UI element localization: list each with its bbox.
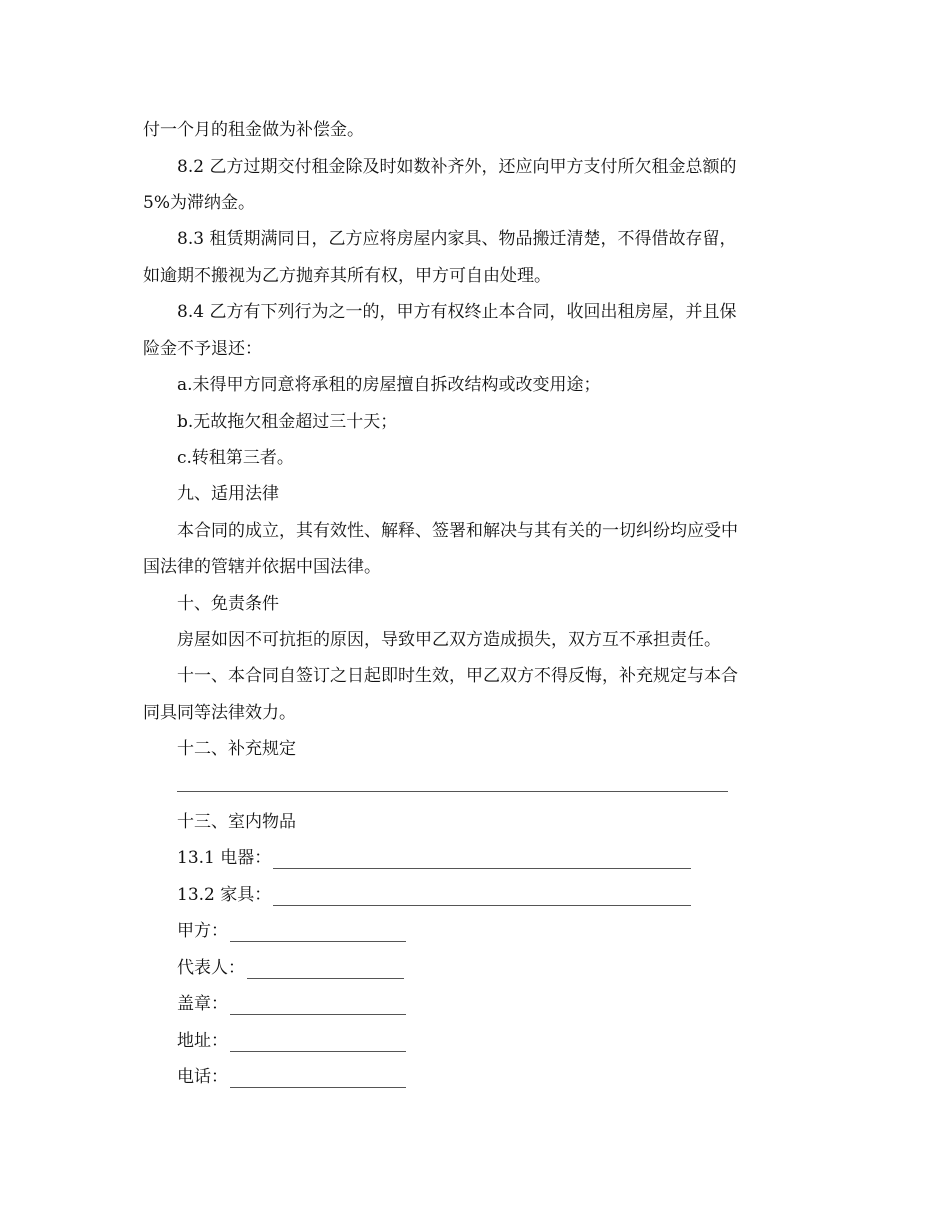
list-item-b: b.无故拖欠租金超过三十天；	[177, 412, 398, 432]
list-item-a: a.未得甲方同意将承租的房屋擅自拆改结构或改变用途；	[177, 375, 601, 395]
clause-8-2-line-2: 5%为滞纳金。	[143, 193, 255, 213]
section-9-line-1: 本合同的成立，其有效性、解释、签署和解决与其有关的一切纠纷均应受中	[177, 521, 738, 541]
party-a-field	[177, 920, 406, 942]
clause-8-3-line-1: 8.3 租赁期满同日，乙方应将房屋内家具、物品搬迁清楚，不得借故存留，	[177, 229, 737, 249]
appliances-field	[177, 847, 691, 869]
section-heading-9: 九、适用法律	[177, 484, 279, 504]
party-a-label: 甲方：	[177, 921, 228, 941]
appliances-label: 13.1 电器：	[177, 848, 272, 868]
section-heading-10: 十、免责条件	[177, 594, 279, 614]
section-9-line-2: 国法律的管辖并依据中国法律。	[143, 557, 381, 577]
furniture-field	[177, 884, 691, 906]
section-heading-12: 十二、补充规定	[177, 739, 296, 759]
seal-blank[interactable]	[230, 998, 406, 1015]
clause-8-4-line-2: 险金不予退还：	[143, 339, 262, 359]
address-blank[interactable]	[230, 1035, 406, 1052]
supplement-blank-line[interactable]	[177, 791, 728, 792]
appliances-blank[interactable]	[273, 852, 691, 869]
party-a-blank[interactable]	[230, 925, 406, 942]
clause-8-2-line-1: 8.2 乙方过期交付租金除及时如数补齐外，还应向甲方支付所欠租金总额的	[177, 157, 737, 177]
furniture-blank[interactable]	[273, 889, 691, 906]
representative-field	[177, 957, 404, 979]
furniture-label: 13.2 家具：	[177, 885, 272, 905]
phone-label: 电话：	[177, 1067, 228, 1087]
representative-blank[interactable]	[247, 962, 404, 979]
address-label: 地址：	[177, 1031, 228, 1051]
section-heading-13: 十三、室内物品	[177, 812, 296, 832]
list-item-c: c.转租第三者。	[177, 448, 294, 468]
seal-label: 盖章：	[177, 994, 228, 1014]
phone-blank[interactable]	[230, 1071, 406, 1088]
clause-8-4-line-1: 8.4 乙方有下列行为之一的，甲方有权终止本合同，收回出租房屋，并且保	[177, 302, 737, 322]
seal-field	[177, 993, 406, 1015]
paragraph-line: 付一个月的租金做为补偿金。	[143, 120, 364, 140]
section-11-line-1: 十一、本合同自签订之日起即时生效，甲乙双方不得反悔，补充规定与本合	[177, 666, 738, 686]
representative-label: 代表人：	[177, 958, 245, 978]
clause-8-3-line-2: 如逾期不搬视为乙方抛弃其所有权，甲方可自由处理。	[143, 266, 551, 286]
address-field	[177, 1030, 406, 1052]
phone-field	[177, 1066, 406, 1088]
section-10-text: 房屋如因不可抗拒的原因，导致甲乙双方造成损失，双方互不承担责任。	[177, 630, 721, 650]
section-11-line-2: 同具同等法律效力。	[143, 703, 296, 723]
